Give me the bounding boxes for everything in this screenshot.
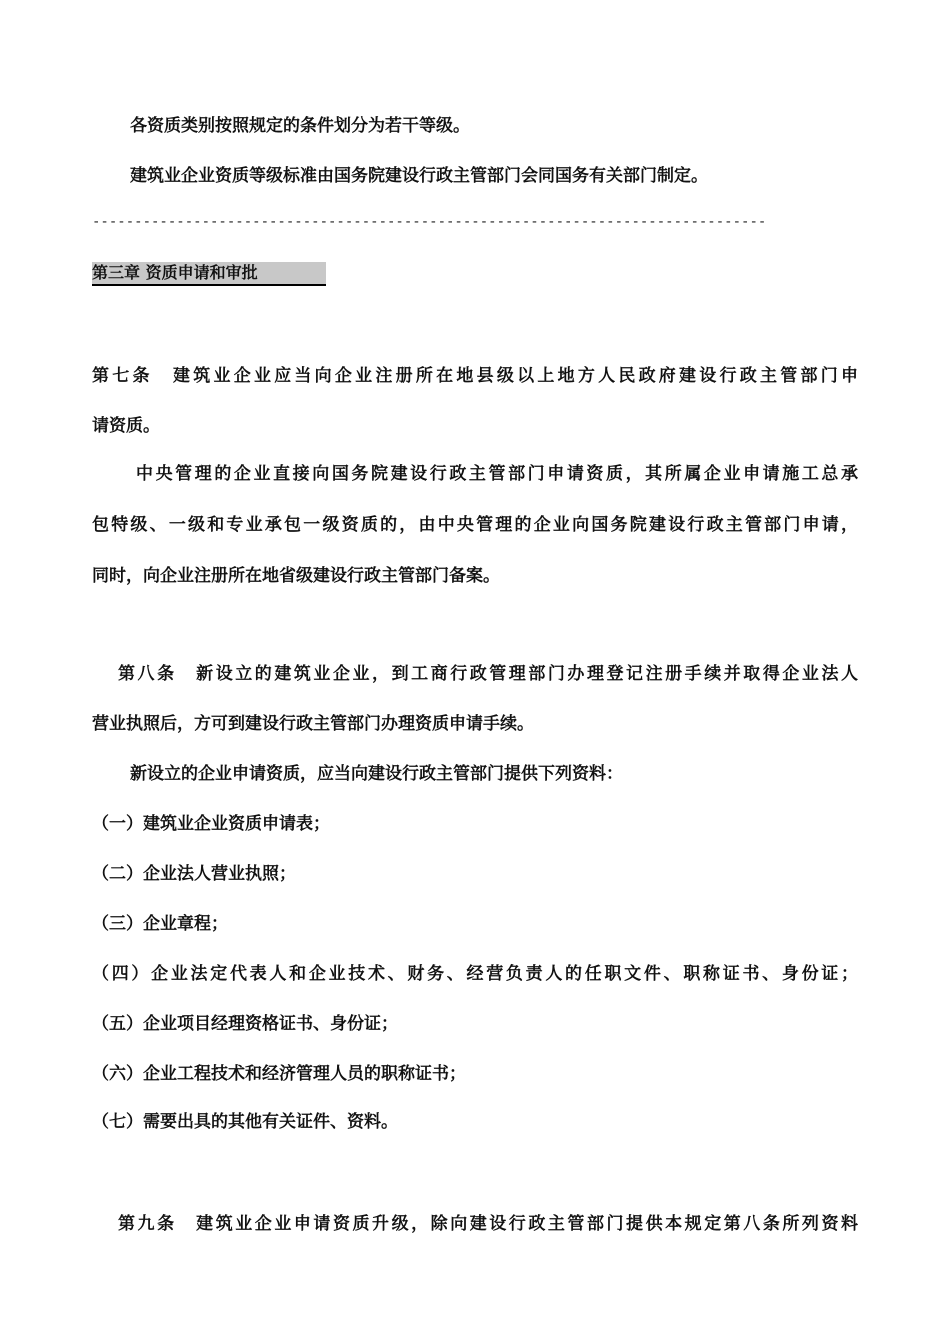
- separator-line: --------------------------------------------------------------------------------: [92, 214, 767, 230]
- list-item: （七）需要出具的其他有关证件、资料。: [92, 1112, 398, 1132]
- list-item: （四）企业法定代表人和企业技术、财务、经营负责人的任职文件、职称证书、身份证；: [92, 964, 858, 984]
- article-7-paragraph-2-line-2: 包特级、一级和专业承包一级资质的，由中央管理的企业向国务院建设行政主管部门申请，: [92, 515, 858, 535]
- list-item: （五）企业项目经理资格证书、身份证；: [92, 1014, 398, 1034]
- intro-paragraph-2: 建筑业企业资质等级标准由国务院建设行政主管部门会同国务有关部门制定。: [130, 166, 708, 186]
- list-item: （二）企业法人营业执照；: [92, 864, 296, 884]
- article-7-line-1: 第七条 建筑业企业应当向企业注册所在地县级以上地方人民政府建设行政主管部门申: [92, 366, 858, 386]
- chapter-title: 第三章 资质申请和审批: [92, 262, 326, 286]
- article-7-paragraph-2-line-1: 中央管理的企业直接向国务院建设行政主管部门申请资质，其所属企业申请施工总承: [136, 464, 858, 484]
- article-8-line-2: 营业执照后，方可到建设行政主管部门办理资质申请手续。: [92, 714, 534, 734]
- list-item: （三）企业章程；: [92, 914, 228, 934]
- list-item: （一）建筑业企业资质申请表；: [92, 814, 330, 834]
- article-8-line-1: 第八条 新设立的建筑业企业，到工商行政管理部门办理登记注册手续并取得企业法人: [118, 664, 858, 684]
- article-8-paragraph-2: 新设立的企业申请资质，应当向建设行政主管部门提供下列资料：: [130, 764, 623, 784]
- article-7-line-2: 请资质。: [92, 416, 160, 436]
- article-7-paragraph-2-line-3: 同时，向企业注册所在地省级建设行政主管部门备案。: [92, 566, 500, 586]
- article-9-line-1: 第九条 建筑业企业申请资质升级，除向建设行政主管部门提供本规定第八条所列资料: [118, 1214, 858, 1234]
- intro-paragraph-1: 各资质类别按照规定的条件划分为若干等级。: [130, 116, 470, 136]
- list-item: （六）企业工程技术和经济管理人员的职称证书；: [92, 1064, 466, 1084]
